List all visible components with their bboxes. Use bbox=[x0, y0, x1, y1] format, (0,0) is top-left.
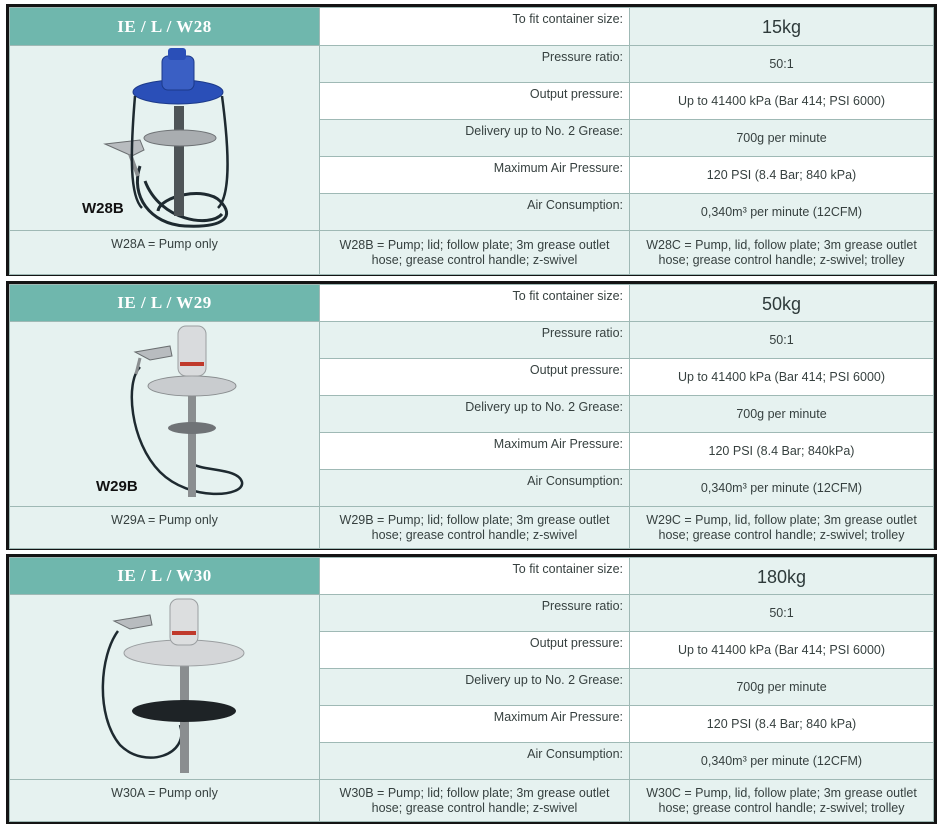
container-size-value: 15kg bbox=[630, 8, 934, 46]
product-image-w30 bbox=[10, 595, 320, 780]
spec-value: Up to 41400 kPa (Bar 414; PSI 6000) bbox=[630, 83, 934, 120]
variant-pump-kit-trolley: W29C = Pump, lid, follow plate; 3m grease outlet hose; grease control handle; z-swivel; trolley bbox=[630, 507, 934, 549]
variant-pump-kit-trolley: W30C = Pump, lid, follow plate; 3m grease outlet hose; grease control handle; z-swivel; trolley bbox=[630, 780, 934, 822]
spec-value: 0,340m³ per minute (12CFM) bbox=[630, 743, 934, 780]
image-model-label: W28B bbox=[82, 200, 124, 217]
product-image-w29 bbox=[10, 322, 320, 507]
spec-label: Delivery up to No. 2 Grease: bbox=[320, 120, 630, 157]
spec-label: Delivery up to No. 2 Grease: bbox=[320, 396, 630, 433]
spec-value: 50:1 bbox=[630, 322, 934, 359]
spec-label: Pressure ratio: bbox=[320, 46, 630, 83]
model-title: IE / L / W29 bbox=[10, 285, 320, 322]
spec-value: Up to 41400 kPa (Bar 414; PSI 6000) bbox=[630, 632, 934, 669]
spec-label: Air Consumption: bbox=[320, 743, 630, 780]
spec-label: Delivery up to No. 2 Grease: bbox=[320, 669, 630, 706]
spec-label: Pressure ratio: bbox=[320, 322, 630, 359]
spec-label: Output pressure: bbox=[320, 632, 630, 669]
spec-label: Maximum Air Pressure: bbox=[320, 157, 630, 194]
product-table-w30 bbox=[6, 554, 937, 824]
variant-pump-only: W28A = Pump only bbox=[10, 231, 320, 275]
spec-value: 120 PSI (8.4 Bar; 840 kPa) bbox=[630, 157, 934, 194]
grease-pump-w28-image bbox=[10, 46, 320, 232]
spec-label: Air Consumption: bbox=[320, 470, 630, 507]
container-size-value: 50kg bbox=[630, 285, 934, 322]
image-model-label: W29B bbox=[96, 478, 138, 495]
spec-value: 120 PSI (8.4 Bar; 840kPa) bbox=[630, 433, 934, 470]
spec-label: Air Consumption: bbox=[320, 194, 630, 231]
variant-pump-only: W30A = Pump only bbox=[10, 780, 320, 822]
spec-label: Output pressure: bbox=[320, 83, 630, 120]
variant-pump-kit: W30B = Pump; lid; follow plate; 3m grease outlet hose; grease control handle; z-swivel bbox=[320, 780, 630, 822]
spec-value: 120 PSI (8.4 Bar; 840 kPa) bbox=[630, 706, 934, 743]
product-table-w29 bbox=[6, 281, 937, 550]
grease-pump-w29-image bbox=[10, 322, 320, 508]
variant-pump-only: W29A = Pump only bbox=[10, 507, 320, 549]
container-size-value: 180kg bbox=[630, 558, 934, 595]
spec-value: 700g per minute bbox=[630, 669, 934, 706]
grease-pump-w30-image bbox=[10, 595, 320, 781]
model-title: IE / L / W30 bbox=[10, 558, 320, 595]
spec-value: 700g per minute bbox=[630, 396, 934, 433]
variant-pump-kit-trolley: W28C = Pump, lid, follow plate; 3m grease outlet hose; grease control handle; z-swivel; trolley bbox=[630, 231, 934, 275]
spec-value: 50:1 bbox=[630, 595, 934, 632]
model-title: IE / L / W28 bbox=[10, 8, 320, 46]
spec-value: 50:1 bbox=[630, 46, 934, 83]
spec-label: To fit container size: bbox=[320, 8, 630, 46]
spec-label: Output pressure: bbox=[320, 359, 630, 396]
spec-label: Maximum Air Pressure: bbox=[320, 433, 630, 470]
product-table-w28 bbox=[6, 4, 937, 276]
variant-pump-kit: W28B = Pump; lid; follow plate; 3m grease outlet hose; grease control handle; z-swivel bbox=[320, 231, 630, 275]
spec-value: 0,340m³ per minute (12CFM) bbox=[630, 194, 934, 231]
spec-value: 700g per minute bbox=[630, 120, 934, 157]
spec-value: Up to 41400 kPa (Bar 414; PSI 6000) bbox=[630, 359, 934, 396]
spec-label: To fit container size: bbox=[320, 558, 630, 595]
spec-value: 0,340m³ per minute (12CFM) bbox=[630, 470, 934, 507]
variant-pump-kit: W29B = Pump; lid; follow plate; 3m grease outlet hose; grease control handle; z-swivel bbox=[320, 507, 630, 549]
spec-label: Maximum Air Pressure: bbox=[320, 706, 630, 743]
product-image-w28 bbox=[10, 46, 320, 231]
spec-label: Pressure ratio: bbox=[320, 595, 630, 632]
spec-label: To fit container size: bbox=[320, 285, 630, 322]
